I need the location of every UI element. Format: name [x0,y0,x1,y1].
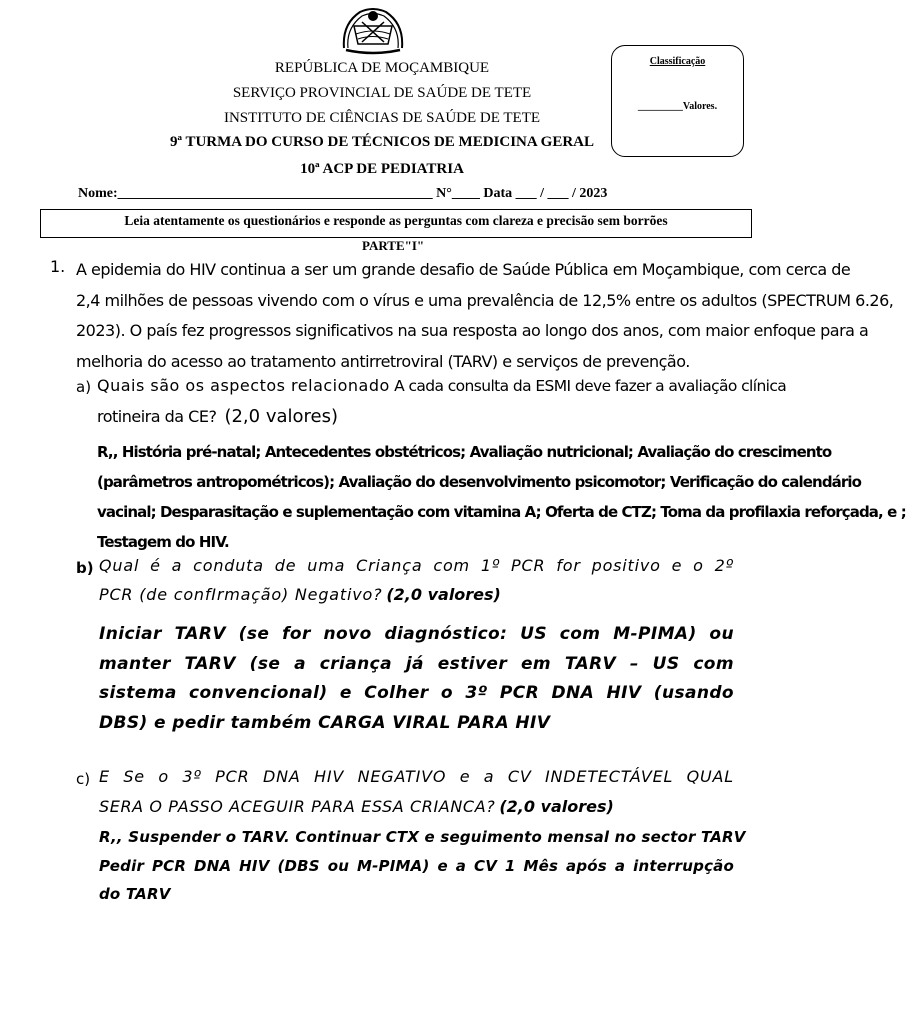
sub-b-points: (2,0 valores) [386,585,501,604]
question-1-line: 2023). O país fez progressos significativos na sua resposta ao longo dos anos, com maior enfoque para a [76,321,869,340]
sub-a-answer-line: (parâmetros antropométricos); Avaliação do desenvolvimento psicomotor; Verificação do calendário [97,473,862,491]
sub-a-question-part2: A cada consulta da ESMI deve fazer a avaliação clínica [389,377,787,395]
sub-a-answer-line: Testagem do HIV. [97,533,229,551]
question-1-line: A epidemia do HIV continua a ser um grande desafio de Saúde Pública em Moçambique, com cerca de [76,260,851,279]
question-1-line: melhoria do acesso ao tratamento antirretroviral (TARV) e serviços de prevenção. [76,351,690,371]
sub-b-answer [99,620,734,738]
sub-b-question-line2 [99,585,501,605]
sub-a-question-end: rotineira da CE? [97,407,217,426]
sub-b-answer-line: DBS) e pedir também CARGA VIRAL PARA HIV [99,712,551,733]
part-label: PARTE"I" [362,238,425,253]
sub-c-question-line2 [99,797,614,817]
instructions-box [40,209,752,238]
sub-a-marker: a) [76,378,92,396]
sub-c-marker: c) [76,770,91,788]
republic-title: REPÚBLICA DE MOÇAMBIQUE [274,60,490,76]
exam-title: 10ª ACP DE PEDIATRIA [300,161,464,177]
question-1-line: 2,4 milhões de pessoas vivendo com o vírus e uma prevalência de 12,5% entre os adultos (SPECTRUM 6.26, [76,290,894,310]
course-title: 9ª TURMA DO CURSO DE TÉCNICOS DE MEDICINA GERAL [169,134,594,150]
question-number: 1. [50,257,66,276]
sub-c-answer-line: Pedir PCR DNA HIV (DBS ou M-PIMA) e a CV 1 Mês após a interrupção [99,856,734,875]
sub-c-answer-line: R,, Suspender o TARV. Continuar CTX e seguimento mensal no sector TARV [99,828,746,846]
coat-of-arms-emblem [340,4,406,54]
instructions-text: Leia atentamente os questionários e responde as perguntas com clareza e precisão sem borrões [124,213,668,228]
question-1-text [76,255,894,377]
sub-b-question-end: PCR (de confIrmação) Negativo? [99,585,383,604]
sub-a-points: (2,0 valores) [224,406,338,427]
sub-a-question-part1: Quais são os aspectos relacionado [97,376,390,395]
institute-title: INSTITUTO DE CIÊNCIAS DE SAÚDE DE TETE [223,110,541,126]
classification-box [611,45,744,157]
sub-c-points: (2,0 valores) [499,797,614,816]
sub-c-question-line1: E Se o 3º PCR DNA HIV NEGATIVO e a CV INDETECTÁVEL QUAL [99,767,734,786]
sub-b-answer-line: manter TARV (se a criança já estiver em TARV – US com [99,653,734,674]
sub-a-question-line1 [97,376,787,396]
classification-title: Classificação [649,56,706,67]
sub-c-answer [99,823,746,909]
sub-a-answer-line: vacinal; Desparasitação e suplementação com vitamina A; Oferta de CTZ; Toma da profilaxia reforçada, e ; [97,503,906,521]
sub-b-question-line1: Qual é a conduta de uma Criança com 1º PCR for positivo e o 2º [99,556,734,575]
classification-score-field: _________Valores. [637,101,718,112]
sub-c-question-end: SERA O PASSO ACEGUIR PARA ESSA CRIANCA? [99,797,496,816]
student-info-line: Nome:_____________________________________________ N°____ Data ___ / ___ / 2023 [78,186,608,201]
sub-a-answer [97,437,906,557]
sub-b-answer-line: sistema convencional) e Colher o 3º PCR DNA HIV (usando [99,683,734,703]
sub-a-question-line2 [97,406,338,427]
sub-c-answer-line: do TARV [99,885,171,903]
sub-a-answer-line: R,, História pré-natal; Antecedentes obstétricos; Avaliação nutricional; Avaliação do crescimento [97,443,832,461]
sub-b-marker: b) [76,559,94,577]
sub-b-answer-line: Iniciar TARV (se for novo diagnóstico: US com M-PIMA) ou [99,624,734,644]
provincial-service-title: SERVIÇO PROVINCIAL DE SAÚDE DE TETE [232,85,532,101]
